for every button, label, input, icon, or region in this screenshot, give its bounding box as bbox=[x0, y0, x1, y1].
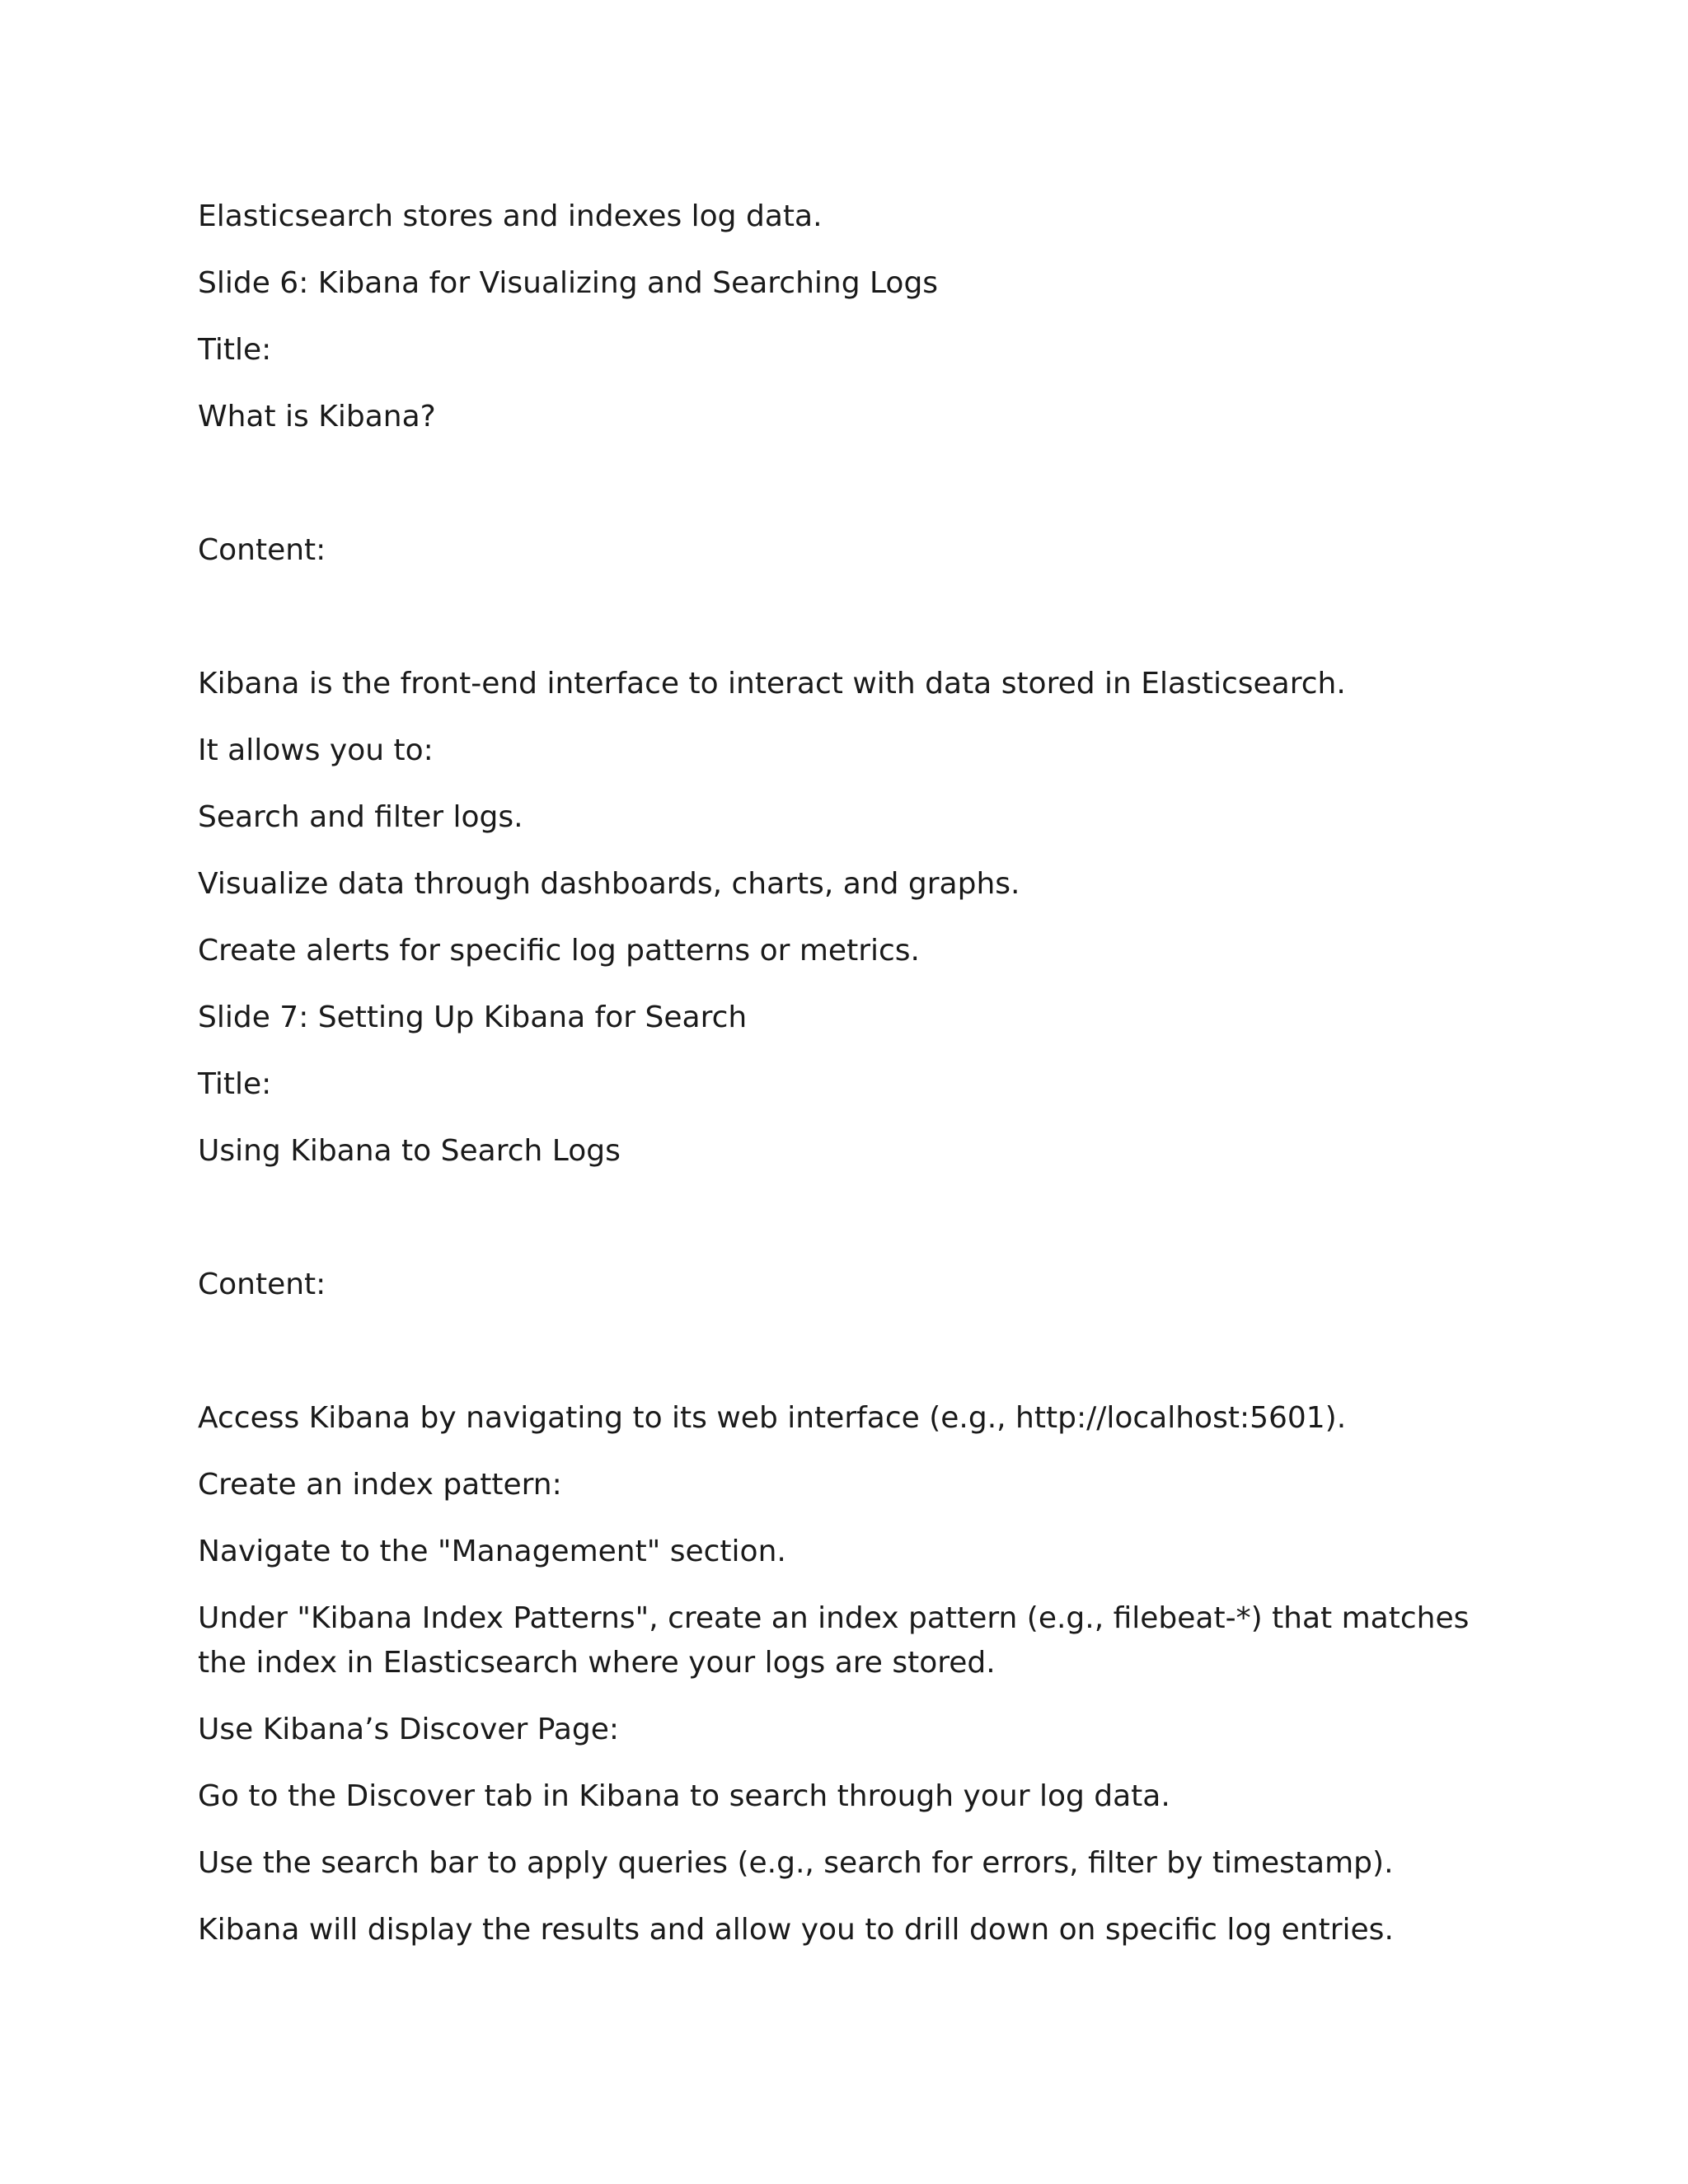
list-item-discover-tab: Go to the Discover tab in Kibana to search through your log data. bbox=[198, 1779, 1170, 1813]
list-item-search-filter: Search and filter logs. bbox=[198, 800, 523, 834]
paragraph-elasticsearch-stores: Elasticsearch stores and indexes log data. bbox=[198, 199, 823, 233]
content-label: Content: bbox=[198, 533, 326, 567]
title-label: Title: bbox=[198, 1067, 272, 1101]
spacer bbox=[198, 1196, 1500, 1263]
list-item-visualize: Visualize data through dashboards, charts, and graphs. bbox=[198, 867, 1020, 901]
document-body bbox=[198, 194, 1500, 1975]
paragraph-allows-you-to: It allows you to: bbox=[198, 733, 434, 767]
slide-7-title: Using Kibana to Search Logs bbox=[198, 1134, 621, 1168]
content-label: Content: bbox=[198, 1268, 326, 1301]
paragraph-kibana-intro: Kibana is the front-end interface to interact with data stored in Elasticsearch. bbox=[198, 667, 1346, 701]
spacer bbox=[198, 1329, 1500, 1396]
paragraph-access-kibana: Access Kibana by navigating to its web interface (e.g., http://localhost:5601). bbox=[198, 1401, 1347, 1435]
list-item-display-results: Kibana will display the results and allow you to drill down on specific log entries. bbox=[198, 1913, 1394, 1947]
title-label: Title: bbox=[198, 333, 272, 367]
spacer bbox=[198, 462, 1500, 528]
list-item-search-bar: Use the search bar to apply queries (e.g., search for errors, filter by timestamp). bbox=[198, 1846, 1394, 1880]
slide-7-heading: Slide 7: Setting Up Kibana for Search bbox=[198, 1001, 748, 1034]
slide-6-heading: Slide 6: Kibana for Visualizing and Searching Logs bbox=[198, 266, 939, 300]
list-item-index-patterns: Under "Kibana Index Patterns", create an index pattern (e.g., filebeat-*) that matches the index in Elasticsearch where your logs are stored. bbox=[198, 1601, 1479, 1680]
slide-6-title: What is Kibana? bbox=[198, 400, 436, 434]
paragraph-create-index-pattern: Create an index pattern: bbox=[198, 1468, 562, 1502]
paragraph-discover-page: Use Kibana’s Discover Page: bbox=[198, 1713, 620, 1746]
list-item-alerts: Create alerts for specific log patterns or metrics. bbox=[198, 934, 920, 968]
spacer bbox=[198, 595, 1500, 662]
list-item-navigate-management: Navigate to the "Management" section. bbox=[198, 1535, 786, 1568]
